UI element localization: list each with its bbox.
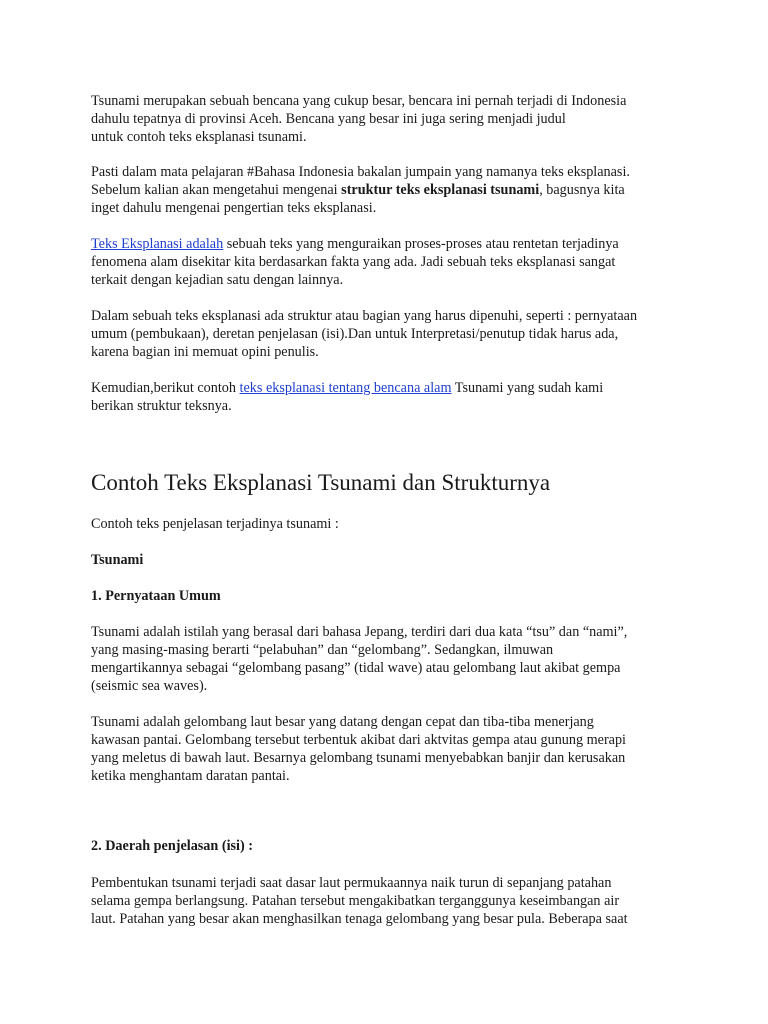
section-2-title (91, 837, 681, 855)
text-line: fenomena alam disekitar kita berdasarkan fakta yang ada. Jadi sebuah teks eksplanasi sangat (91, 254, 616, 270)
link-bencana-alam[interactable]: teks eksplanasi tentang bencana alam (239, 380, 452, 396)
paragraph-structure-parts (91, 307, 681, 361)
text-line: Tsunami merupakan sebuah bencana yang cukup besar, bencara ini pernah terjadi di Indonesia (91, 93, 627, 109)
text-line: inget dahulu mengenai pengertian teks eksplanasi. (91, 200, 377, 216)
subtitle: Tsunami (91, 552, 144, 568)
paragraph-example-intro (91, 379, 681, 415)
text-line: dahulu tepatnya di provinsi Aceh. Bencana yang besar ini juga sering menjadi judul (91, 111, 566, 127)
text-line: Tsunami adalah istilah yang berasal dari bahasa Jepang, terdiri dari dua kata “tsu” dan “nami”, (91, 624, 628, 640)
text-line: Pasti dalam mata pelajaran #Bahasa Indonesia bakalan jumpain yang namanya teks eksplanasi. (91, 164, 630, 180)
link-teks-eksplanasi[interactable]: Teks Eksplanasi adalah (91, 236, 224, 252)
text-line: terkait dengan kejadian satu dengan lainnya. (91, 272, 344, 288)
text-line: Pembentukan tsunami terjadi saat dasar laut permukaannya naik turun di sepanjang patahan (91, 875, 612, 891)
text-segment: Kemudian,berikut contoh (91, 380, 240, 396)
section-heading: Contoh Teks Eksplanasi Tsunami dan Strukturnya (91, 470, 551, 495)
text-line: mengartikannya sebagai “gelombang pasang” (tidal wave) atau gelombang laut akibat gempa (91, 660, 621, 676)
text-line: kawasan pantai. Gelombang tersebut terbentuk akibat dari aktvitas gempa atau gunung merapi (91, 732, 627, 748)
text-line: untuk contoh teks eksplanasi tsunami. (91, 129, 307, 145)
text-line: yang masing-masing berarti “pelabuhan” dan “gelombang”. Sedangkan, ilmuwan (91, 642, 554, 658)
text-line: laut. Patahan yang besar akan menghasilkan tenaga gelombang yang besar pula. Beberapa saat (91, 911, 628, 927)
text-line: berikan struktur teksnya. (91, 398, 232, 414)
text-line (91, 235, 681, 253)
text-line: ketika menghantam daratan pantai. (91, 768, 290, 784)
text-line: Dalam sebuah teks eksplanasi ada struktur atau bagian yang harus dipenuhi, seperti : pernyataan (91, 308, 638, 324)
text-line: karena bagian ini memuat opini penulis. (91, 344, 319, 360)
intro-line (91, 515, 681, 533)
text-line (91, 379, 681, 397)
text-line: umum (pembukaan), deretan penjelasan (isi).Dan untuk Interpretasi/penutup tidak harus ada, (91, 326, 619, 342)
paragraph-formation (91, 874, 681, 928)
section-title: 1. Pernyataan Umum (91, 588, 221, 604)
text-line (91, 181, 681, 199)
paragraph-tsunami-description (91, 713, 681, 785)
text-line: Tsunami adalah gelombang laut besar yang datang dengan cepat dan tiba-tiba menerjang (91, 714, 594, 730)
subtitle-tsunami (91, 551, 681, 569)
paragraph-definition (91, 235, 681, 289)
text-segment: , bagusnya kita (539, 182, 625, 198)
bold-phrase: struktur teks eksplanasi tsunami (341, 182, 540, 198)
heading-container (91, 469, 681, 497)
text-line: yang meletus di bawah laut. Besarnya gelombang tsunami menyebabkan banjir dan kerusakan (91, 750, 626, 766)
paragraph-definition-tsunami (91, 623, 681, 695)
text-segment: Sebelum kalian akan mengetahui mengenai (91, 182, 342, 198)
text-line: Contoh teks penjelasan terjadinya tsunami : (91, 516, 339, 532)
paragraph-intro (91, 92, 681, 146)
paragraph-structure-note (91, 163, 681, 217)
section-1-title (91, 587, 681, 605)
text-segment: sebuah teks yang menguraikan proses-proses atau rentetan terjadinya (223, 236, 619, 252)
text-segment: Tsunami yang sudah kami (451, 380, 604, 396)
text-line: (seismic sea waves). (91, 678, 208, 694)
section-title: 2. Daerah penjelasan (isi) : (91, 838, 253, 854)
text-line: selama gempa berlangsung. Patahan tersebut mengakibatkan terganggunya keseimbangan air (91, 893, 620, 909)
